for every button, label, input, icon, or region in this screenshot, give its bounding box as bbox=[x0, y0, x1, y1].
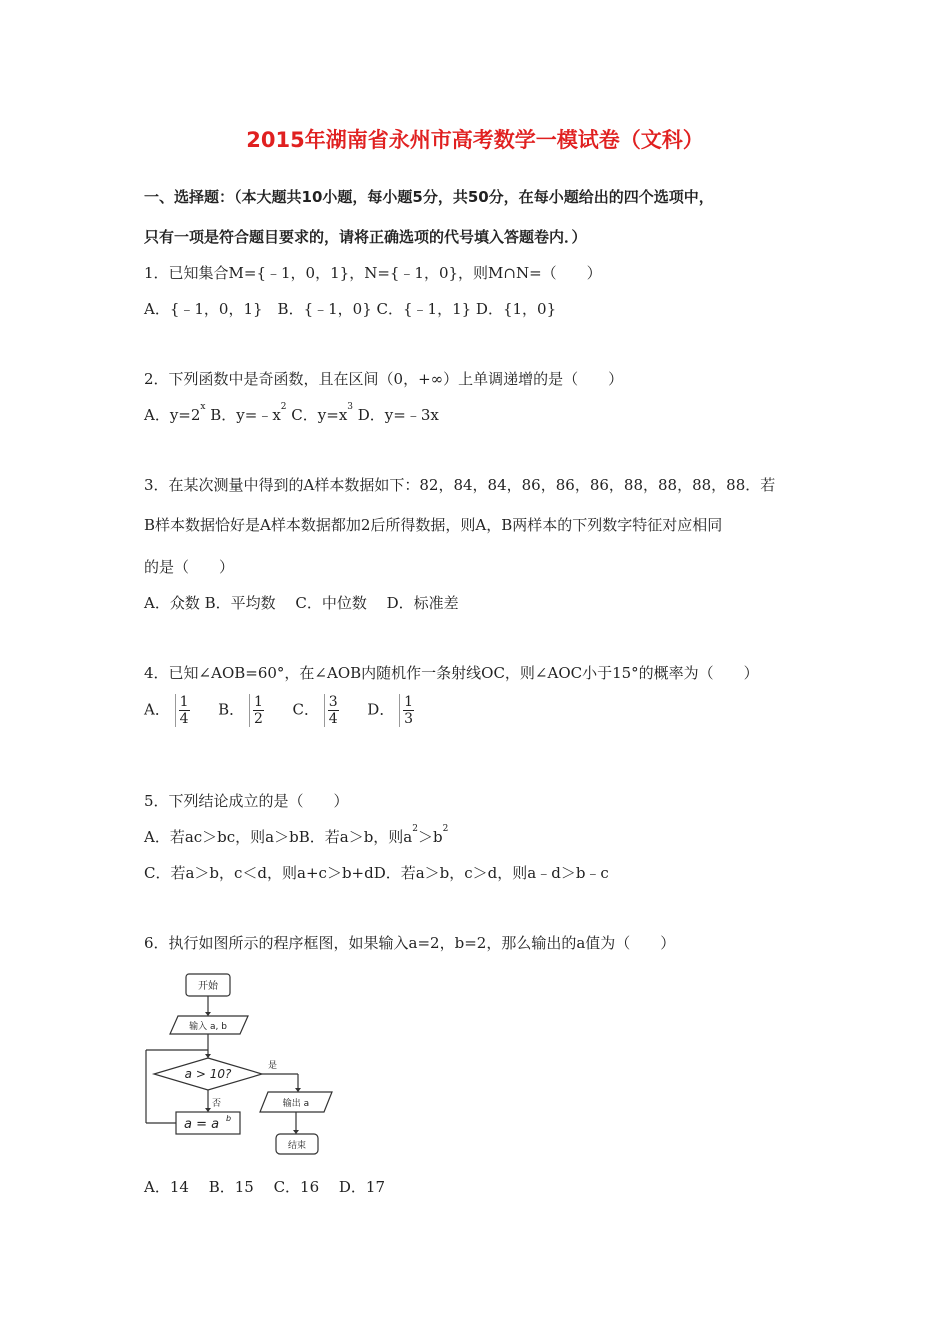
section-heading-line1: 一、选择题：（本大题共10小题，每小题5分，共50分，在每小题给出的四个选项中， bbox=[144, 188, 714, 206]
flow-output-label: 输出 a bbox=[282, 1099, 310, 1109]
q3-options: A．众数 B．平均数 C．中位数 D．标准差 bbox=[144, 594, 459, 612]
q4-c-den: 4 bbox=[328, 711, 338, 727]
q1-options: A．{﹣1，0，1} B．{﹣1，0} C．{﹣1，1} D．{1，0} bbox=[144, 300, 557, 318]
q4-option-a-fraction bbox=[175, 694, 190, 727]
flowchart bbox=[144, 966, 344, 1156]
q2-options bbox=[144, 404, 439, 425]
q4-c-num: 3 bbox=[328, 694, 338, 710]
q3-stem-line1: 3．在某次测量中得到的A样本数据如下：82，84，84，86，86，86，88，88，88，88．若 bbox=[144, 476, 776, 494]
q5-options-cd: C．若a＞b，c＜d，则a+c＞b+dD．若a＞b，c＞d，则a﹣d＞b﹣c bbox=[144, 864, 609, 882]
q4-options bbox=[144, 694, 414, 727]
q2-option-c: C．y=x bbox=[286, 406, 348, 424]
q5-exp-2: 2 bbox=[442, 824, 449, 834]
q2-option-b-exp: 2 bbox=[280, 402, 287, 412]
q2-option-d: D．y=﹣3x bbox=[353, 406, 439, 424]
q4-a-num: 1 bbox=[179, 694, 189, 710]
page-title: 2015年湖南省永州市高考数学一模试卷（文科） bbox=[246, 128, 704, 152]
q2-option-c-exp: 3 bbox=[347, 402, 354, 412]
q5-options-ab bbox=[144, 826, 448, 847]
q4-d-den: 3 bbox=[404, 711, 414, 727]
q4-b-den: 2 bbox=[253, 711, 263, 727]
q5-stem: 5．下列结论成立的是（ ） bbox=[144, 792, 349, 810]
q4-option-c-fraction bbox=[324, 694, 339, 727]
q2-option-a-exp: x bbox=[200, 402, 206, 412]
flow-assign-label: a = a bbox=[184, 1117, 220, 1132]
flow-yes-label: 是 bbox=[268, 1061, 278, 1071]
q4-option-d-fraction bbox=[399, 694, 414, 727]
q3-stem-line2: B样本数据恰好是A样本数据都加2后所得数据，则A，B两样本的下列数字特征对应相同 bbox=[144, 516, 723, 534]
section-heading-line2: 只有一项是符合题目要求的，请将正确选项的代号填入答题卷内．） bbox=[144, 228, 587, 246]
flow-input-label: 输入 a, b bbox=[189, 1022, 227, 1032]
q5-exp-1: 2 bbox=[412, 824, 418, 834]
q4-option-c-label: C． bbox=[292, 700, 319, 719]
q5-option-ab-text-2: ＞b bbox=[417, 828, 443, 846]
flow-assign-exp: b bbox=[226, 1114, 232, 1123]
q4-option-d-label: D． bbox=[367, 700, 395, 719]
flow-cond-label: a > 10? bbox=[184, 1067, 232, 1081]
q2-option-b: B．y=﹣x bbox=[205, 406, 281, 424]
q4-option-b-fraction bbox=[249, 694, 264, 727]
q5-option-ab-text: A．若ac＞bc，则a＞bB．若a＞b，则a bbox=[144, 828, 413, 846]
q6-options: A．14 B．15 C．16 D．17 bbox=[144, 1178, 386, 1196]
q4-d-num: 1 bbox=[404, 694, 414, 710]
q4-stem: 4．已知∠AOB=60°，在∠AOB内随机作一条射线OC，则∠AOC小于15°的概率为（ ） bbox=[144, 664, 759, 682]
q2-stem: 2．下列函数中是奇函数，且在区间（0，+∞）上单调递增的是（ ） bbox=[144, 370, 624, 388]
q4-option-b-label: B． bbox=[218, 700, 245, 719]
q4-a-den: 4 bbox=[179, 711, 189, 727]
q1-stem: 1．已知集合M={﹣1，0，1}，N={﹣1，0}，则M∩N=（ ） bbox=[144, 264, 602, 282]
flow-no-label: 否 bbox=[212, 1099, 222, 1109]
flow-start-label: 开始 bbox=[198, 981, 218, 992]
q2-option-a: A．y=2 bbox=[144, 406, 201, 424]
q4-option-a-label: A． bbox=[144, 700, 170, 719]
q6-stem: 6．执行如图所示的程序框图，如果输入a=2，b=2，那么输出的a值为（ ） bbox=[144, 934, 676, 952]
q3-stem-line3: 的是（ ） bbox=[144, 558, 235, 576]
flow-end-label: 结束 bbox=[287, 1141, 307, 1151]
q4-b-num: 1 bbox=[253, 694, 263, 710]
